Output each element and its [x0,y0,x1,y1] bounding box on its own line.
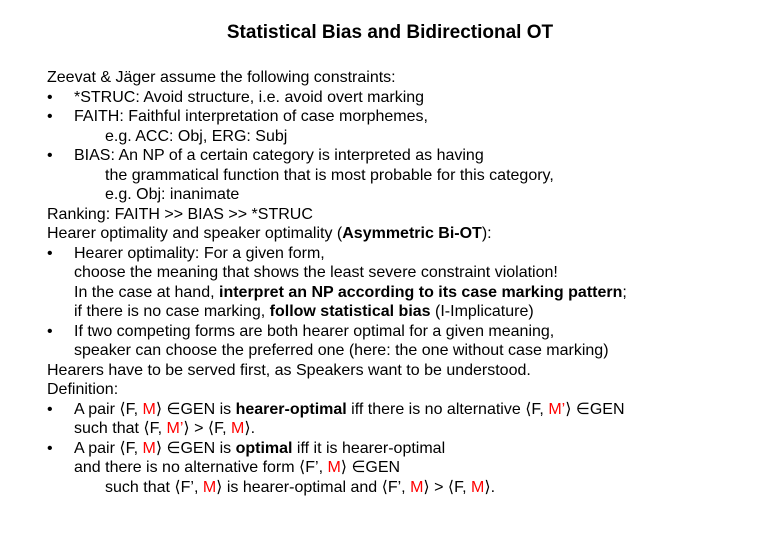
slide-title: Statistical Bias and Bidirectional OT [226,22,554,43]
hearers-first-line: Hearers have to be served first, as Speakers want to be understood. [47,361,531,379]
bullet-hearer-optimality: • Hearer optimality: For a given form, [47,244,325,262]
bullet-competing-forms: • If two competing forms are both hearer optimal for a given meaning, [47,322,555,340]
faith-example: e.g. ACC: Obj, ERG: Subj [105,127,288,145]
bullet-hearer-optimal-def: • A pair ⟨F, M⟩ ∈GEN is hearer-optimal iff there is no alternative ⟨F, M’⟩ ∈GEN [47,400,625,418]
optimal-condition-line: such that ⟨F’, M⟩ is hearer-optimal and ⟨F’, M⟩ > ⟨F, M⟩. [105,478,496,496]
hearer-choose-line: choose the meaning that shows the least severe constraint violation! [74,264,558,281]
bias-continuation: the grammatical function that is most probable for this category, [105,166,554,184]
bullet-struc: • *STRUC: Avoid structure, i.e. avoid overt marking [47,88,425,106]
optimal-alternative-line: and there is no alternative form ⟨F’, M⟩ ∈GEN [74,459,401,476]
ranking-line: Ranking: FAITH >> BIAS >> *STRUC [47,205,313,223]
hearer-optimal-condition: such that ⟨F, M’⟩ > ⟨F, M⟩. [74,420,256,437]
slide-body [47,68,772,497]
definition-heading: Definition: [47,381,119,398]
case-at-hand-line: In the case at hand, interpret an NP according to its case marking pattern; [74,283,627,301]
no-case-marking-line: if there is no case marking, follow statistical bias (I-Implicature) [74,303,534,320]
bullet-optimal-def: • A pair ⟨F, M⟩ ∈GEN is optimal iff it is hearer-optimal [47,439,446,457]
bullet-bias: • BIAS: An NP of a certain category is interpreted as having [47,147,484,164]
bullet-faith: • FAITH: Faithful interpretation of case morphemes, [47,108,428,125]
optimality-heading: Hearer optimality and speaker optimality (Asymmetric Bi-OT): [47,225,492,242]
intro-line: Zeevat & Jäger assume the following constraints: [47,69,396,86]
speaker-choose-line: speaker can choose the preferred one (here: the one without case marking) [74,342,609,359]
bias-example: e.g. Obj: inanimate [105,186,240,203]
